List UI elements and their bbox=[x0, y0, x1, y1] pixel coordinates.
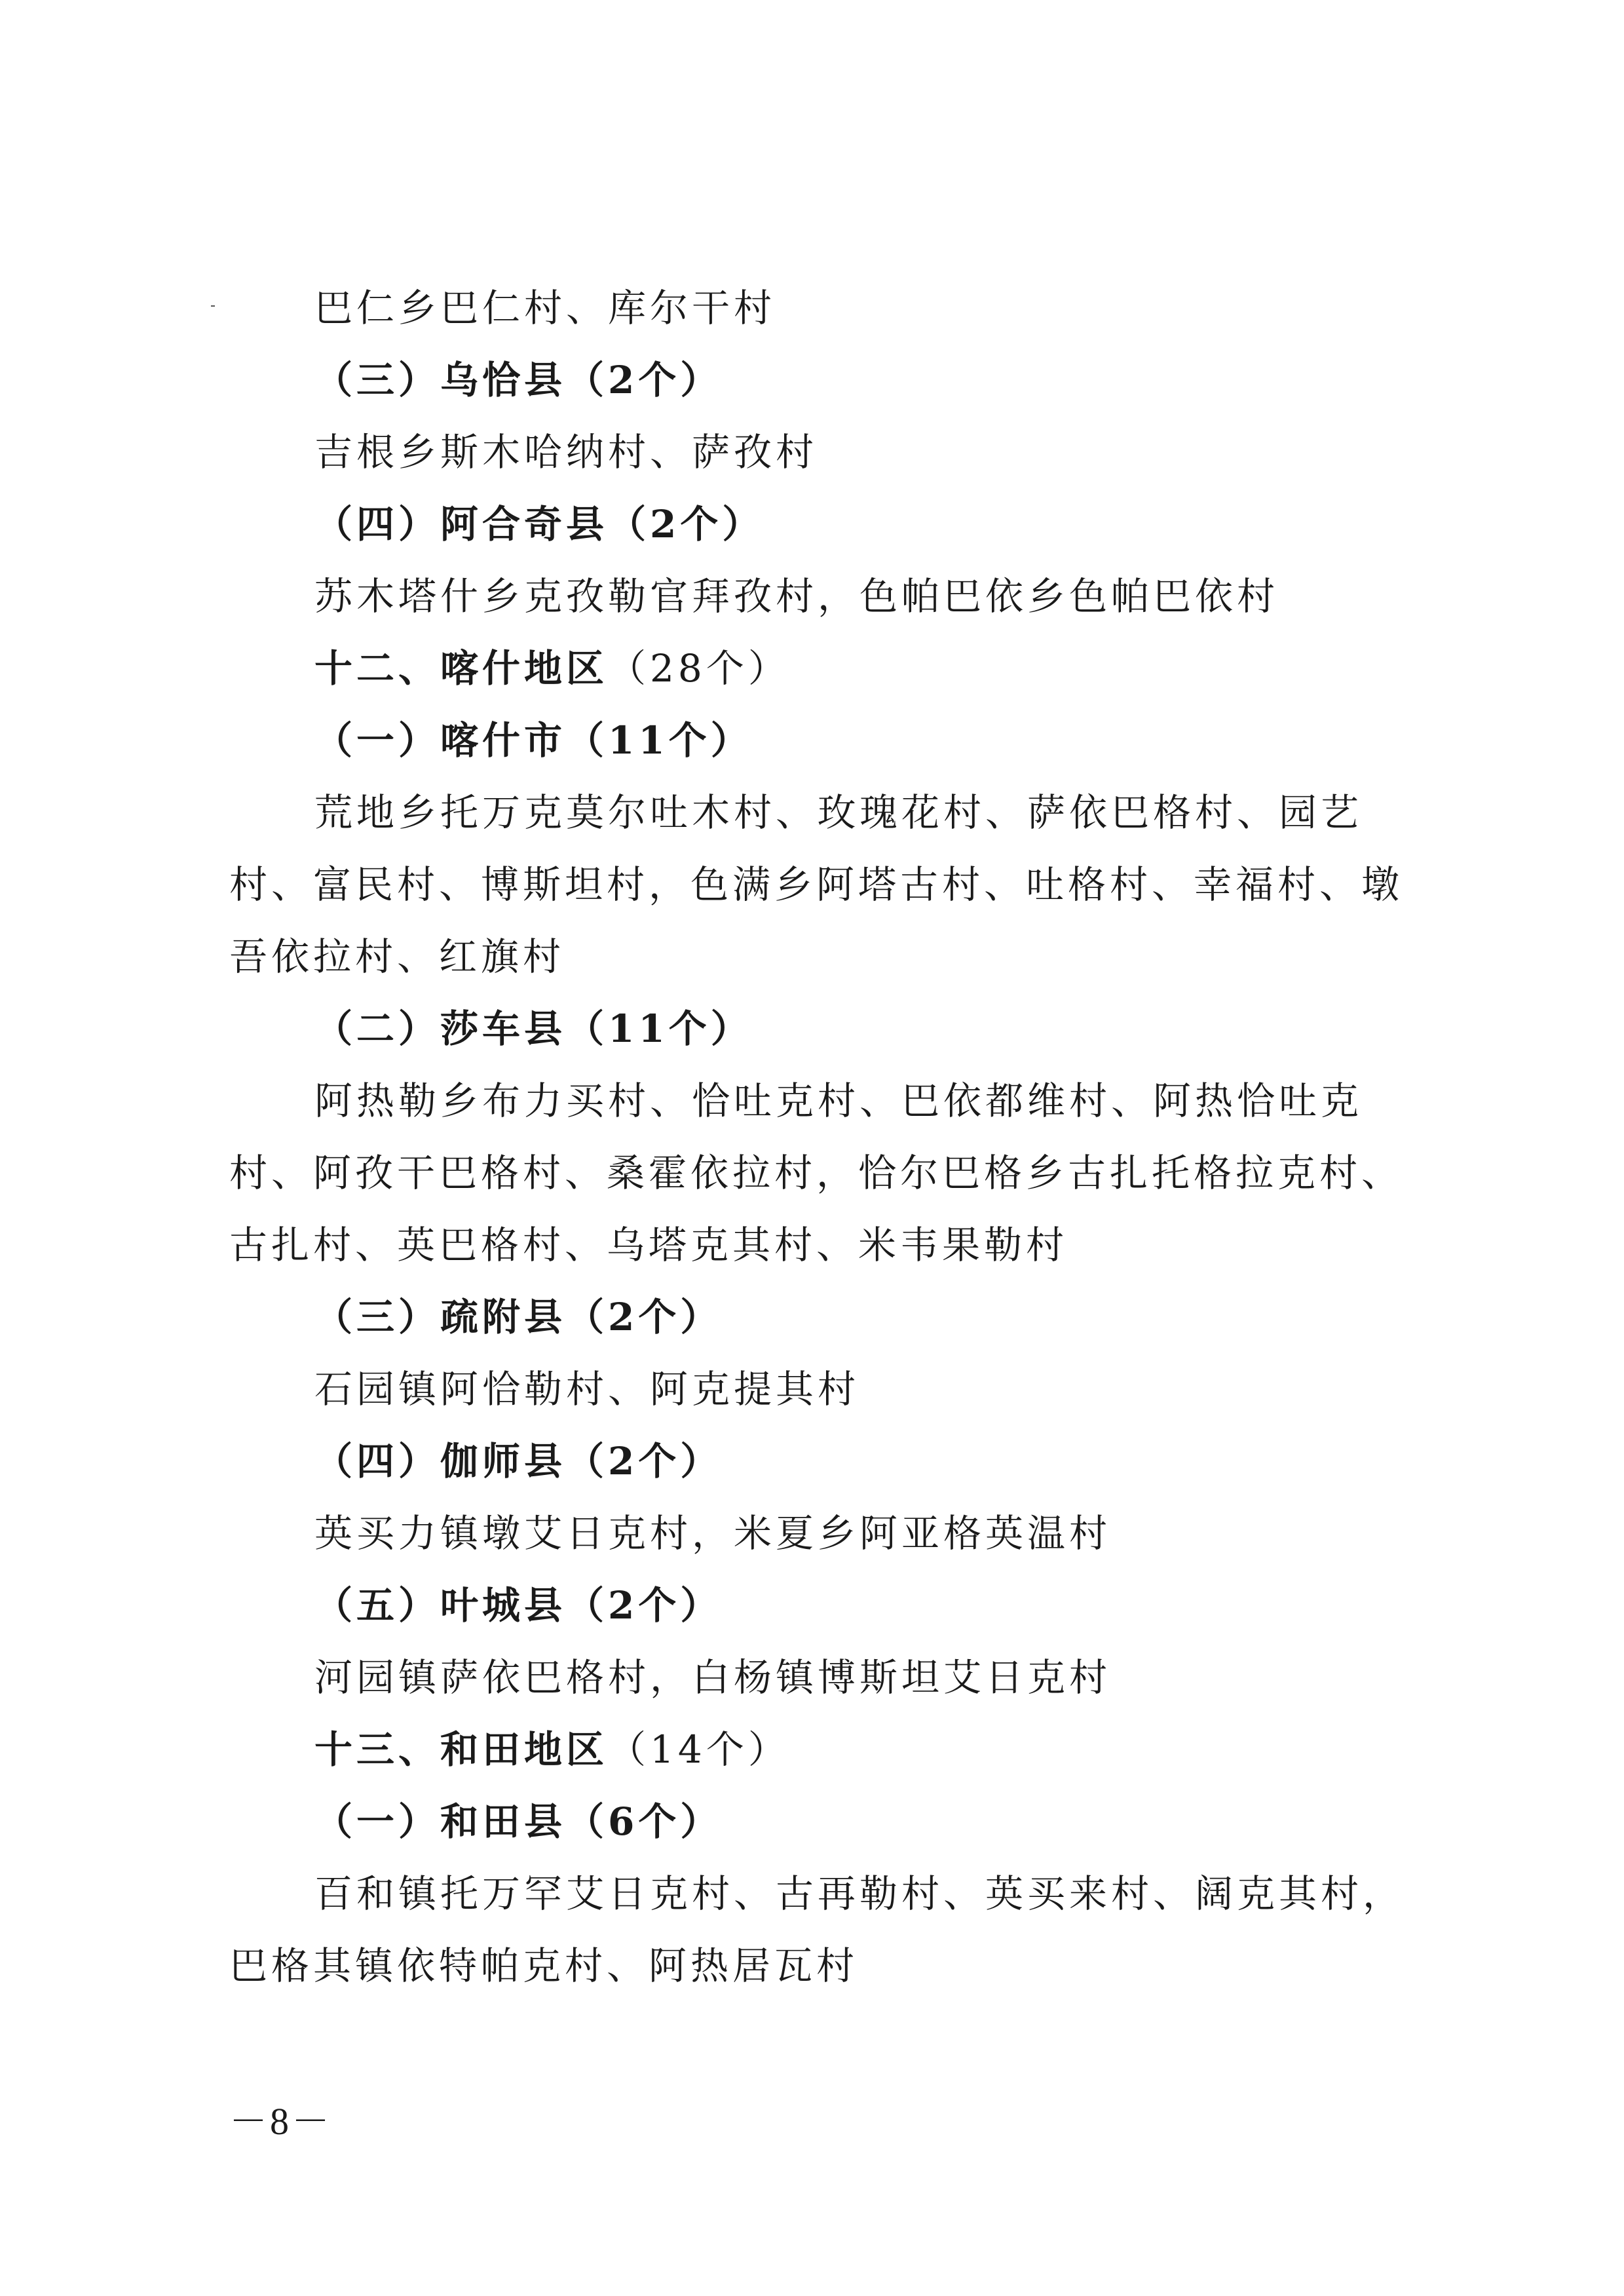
paragraph: 荒地乡托万克莫尔吐木村、玫瑰花村、萨依巴格村、园艺村、富民村、博斯坦村，色满乡阿塔古村、吐格村、幸福村、墩吾依拉村、红旗村 bbox=[229, 790, 1404, 979]
sub-heading: （四）伽师县（2个） bbox=[314, 1439, 723, 1483]
document-body bbox=[229, 272, 1428, 2002]
paragraph-line: 苏木塔什乡克孜勒官拜孜村，色帕巴依乡色帕巴依村 bbox=[314, 574, 1279, 619]
paragraph-line: 英买力镇墩艾日克村，米夏乡阿亚格英温村 bbox=[314, 1511, 1112, 1556]
sub-heading: （一）喀什市（11个） bbox=[314, 718, 753, 763]
section-heading bbox=[229, 1713, 1428, 1786]
paragraph: 阿热勒乡布力买村、恰吐克村、巴依都维村、阿热恰吐克村、阿孜干巴格村、桑霍依拉村，恰尔巴格乡古扎托格拉克村、古扎村、英巴格村、乌塔克其村、米韦果勒村 bbox=[229, 1079, 1404, 1267]
paragraph-line: 河园镇萨依巴格村，白杨镇博斯坦艾日克村 bbox=[314, 1655, 1112, 1700]
paragraph: 百和镇托万罕艾日克村、古再勒村、英买来村、阔克其村，巴格其镇依特帕克村、阿热居瓦村 bbox=[229, 1871, 1405, 1988]
paragraph-line: 巴仁乡巴仁村、库尔干村 bbox=[314, 286, 776, 330]
paragraph-line: 吉根乡斯木哈纳村、萨孜村 bbox=[314, 430, 818, 474]
sub-heading: （五）叶城县（2个） bbox=[314, 1583, 723, 1628]
sub-heading: （一）和田县（6个） bbox=[314, 1799, 723, 1844]
paragraph-line: 石园镇阿恰勒村、阿克提其村 bbox=[314, 1367, 860, 1411]
section-heading-count: （28个） bbox=[608, 646, 790, 691]
page-number: －8－ bbox=[229, 2100, 333, 2143]
section-heading bbox=[229, 632, 1428, 704]
scan-speck bbox=[211, 305, 215, 307]
section-heading-title: 十二、喀什地区 bbox=[314, 646, 609, 691]
section-heading-count: （14个） bbox=[608, 1727, 790, 1772]
sub-heading: （四）阿合奇县（2个） bbox=[314, 502, 765, 546]
section-heading-title: 十三、和田地区 bbox=[314, 1727, 609, 1772]
sub-heading: （三）乌恰县（2个） bbox=[314, 358, 723, 402]
sub-heading: （二）莎车县（11个） bbox=[314, 1006, 753, 1051]
sub-heading: （三）疏附县（2个） bbox=[314, 1295, 723, 1339]
